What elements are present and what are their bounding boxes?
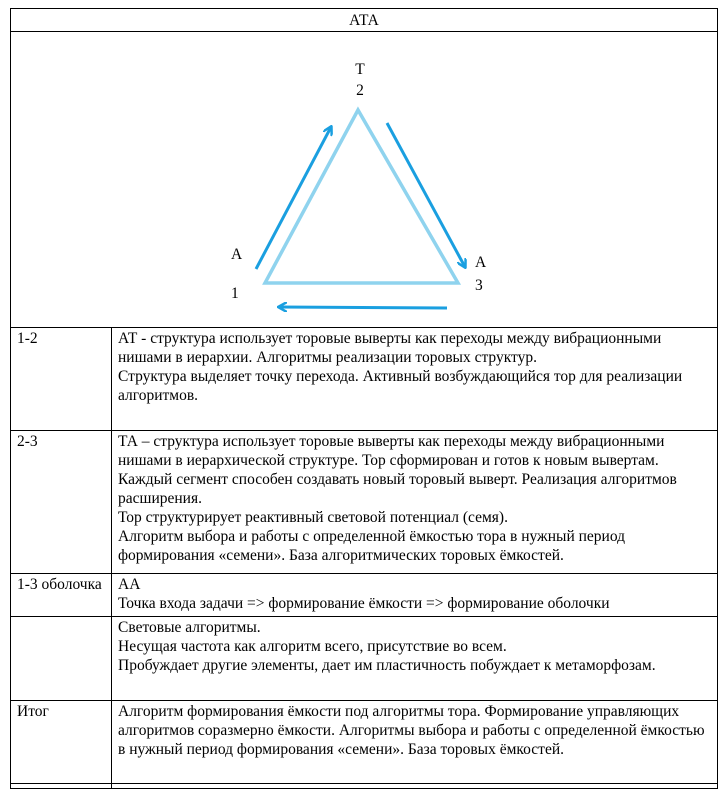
row-line: Несущая частота как алгоритм всего, присутствие во всем. [118, 638, 507, 655]
arrow-1-to-2 [256, 127, 331, 269]
row-key: 1-3 оболочка [11, 574, 112, 617]
row-line: Световые алгоритмы. [118, 619, 261, 636]
table-title: АТА [11, 9, 718, 32]
vertex-top-number: 2 [356, 82, 364, 99]
diagram-row [11, 32, 718, 328]
row-key: Итог [11, 701, 112, 784]
row-text [112, 431, 718, 574]
vertex-left-label: А [231, 246, 243, 263]
vertex-top-label: Т [355, 61, 365, 78]
vertex-right-label: А [475, 254, 487, 271]
row-line: Структура выделяет точку перехода. Активный возбуждающийся тор для реализации алгоритмов. [118, 368, 683, 404]
row-key [11, 617, 112, 701]
table-row [11, 431, 718, 574]
row-text [112, 617, 718, 701]
diagram-cell [11, 32, 718, 328]
row-line: Точка входа задачи => формирование ёмкости => формирование оболочки [118, 595, 610, 612]
row-key: 1-2 [11, 328, 112, 431]
table-row [11, 617, 718, 701]
title-row [11, 9, 718, 32]
row-line: Пробуждает другие элементы, дает им пластичность побуждает к метаморфозам. [118, 657, 656, 674]
row-line: Алгоритм выбора и работы с определенной ёмкостью тора в нужный период формирования «семени». База алгоритмических торовых ёмкостей. [118, 528, 626, 564]
table-row [11, 701, 718, 784]
row-line: Алгоритм формирования ёмкости под алгоритмы тора. Формирование управляющих алгоритмов соразмерно ёмкости. Алгоритмы выбора и работы с определенной ёмкостью в нужный период формирования «семени». База торовых ёмкостей. [118, 703, 705, 758]
vertex-right-number: 3 [475, 277, 483, 294]
row-text [112, 574, 718, 617]
row-key: 2-3 [11, 431, 112, 574]
table-row [11, 328, 718, 431]
row-line: ТА – структура использует торовые выверты как переходы между вибрационными нишами в иерархической структуре. Тор сформирован и готов к новым вывертам. Каждый сегмент способен создавать новый торовый выверт. Реализация алгоритмов расширения. [118, 433, 677, 507]
triangle-diagram [11, 32, 716, 322]
row-text [112, 328, 718, 431]
empty-cell [11, 784, 112, 789]
vertex-left-number: 1 [231, 285, 239, 302]
row-text [112, 701, 718, 784]
row-line: АА [118, 576, 141, 593]
arrow-2-to-3 [387, 123, 465, 267]
row-line: Тор структурирует реактивный световой потенциал (семя). [118, 509, 508, 526]
row-line: АТ - структура использует торовые выверты как переходы между вибрационными нишами в иерархии. Алгоритмы реализации торовых структур. [118, 330, 662, 366]
table-row [11, 574, 718, 617]
arrow-3-to-1 [279, 307, 447, 308]
empty-cell [112, 784, 718, 789]
document-table [10, 8, 718, 789]
table-row-empty [11, 784, 718, 789]
